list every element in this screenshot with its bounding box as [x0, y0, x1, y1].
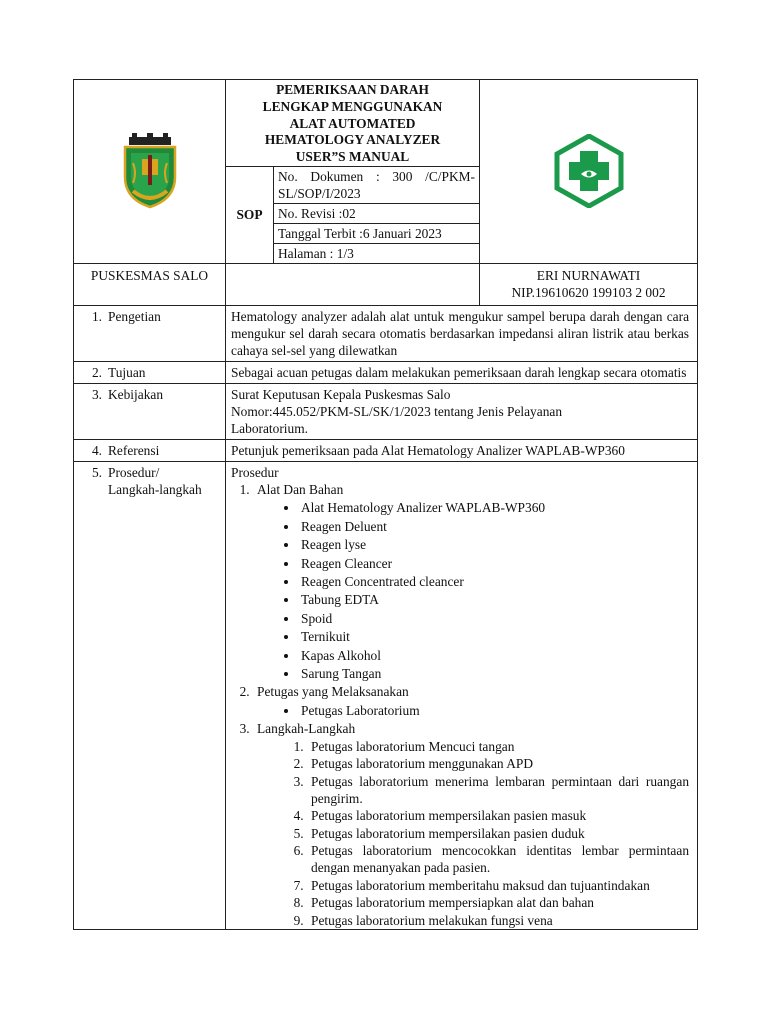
section-title-line: Prosedur/ [108, 464, 160, 480]
section-content-pengertian: Hematology analyzer adalah alat untuk mengukur sampel berupa darah dengan cara mengukur sel darah secara otomatis berdasarkan impedansi aliran listrik atau berkas cahaya sel-sel yang dilewatkan [226, 305, 698, 361]
sop-table [73, 79, 698, 930]
title-line: HEMATOLOGY ANALYZER [264, 132, 441, 148]
official-nip: NIP.19610620 199103 2 002 [511, 284, 666, 300]
procedure-part [253, 683, 689, 718]
section-number: 4. [91, 442, 102, 458]
sop-label: SOP [226, 166, 274, 263]
procedure-list [231, 481, 689, 929]
title-line: LENGKAP MENGGUNAKAN [262, 98, 443, 114]
section-number: 2. [91, 364, 102, 380]
step-item: 3. Petugas laboratorium menerima lembaran permintaan dari ruangan pengirim. [307, 773, 689, 807]
part-title: Alat Dan Bahan [257, 481, 344, 497]
section-content-tujuan: Sebagai acuan petugas dalam melakukan pemeriksaan darah lengkap secara otomatis [226, 361, 698, 383]
section-content-kebijakan [226, 383, 698, 439]
step-item: 8. Petugas laboratorium mempersiapkan alat dan bahan [307, 894, 689, 911]
title-line: USER”S MANUAL [295, 149, 410, 165]
step-item: 7. Petugas laboratorium memberitahu maksud dan tujuantindakan [307, 877, 689, 894]
section-title-line: Langkah-langkah [108, 481, 202, 497]
section-title: Tujuan [108, 364, 146, 380]
equipment-list [257, 499, 689, 682]
regency-emblem-icon [119, 133, 181, 209]
list-item: • Sarung Tangan [299, 665, 689, 682]
left-logo-cell [74, 80, 226, 264]
list-item: • Spoid [299, 610, 689, 627]
list-item: • Alat Hematology Analizer WAPLAB-WP360 [299, 499, 689, 516]
section-number: 3. [91, 386, 102, 402]
section-label-referensi [74, 439, 226, 461]
section-label-pengertian [74, 305, 226, 361]
section-title [108, 464, 202, 498]
section-title: Referensi [108, 442, 160, 458]
section-number: 1. [91, 308, 102, 324]
list-item: • Tabung EDTA [299, 591, 689, 608]
section-title: Pengetian [108, 308, 161, 324]
procedure-heading: Prosedur [231, 464, 279, 480]
policy-line: Surat Keputusan Kepala Puskesmas Salo [231, 386, 451, 402]
policy-line: Laboratorium. [231, 420, 308, 436]
step-item: 2. Petugas laboratorium menggunakan APD [307, 755, 689, 772]
step-item: 9. Petugas laboratorium melakukan fungsi vena [307, 912, 689, 929]
title-line: ALAT AUTOMATED [289, 115, 416, 131]
org-blank-cell [226, 263, 480, 305]
list-item: • Reagen Cleancer [299, 555, 689, 572]
list-item: • Ternikuit [299, 628, 689, 645]
section-number: 5. [91, 464, 102, 480]
section-label-kebijakan [74, 383, 226, 439]
list-item: • Reagen Deluent [299, 518, 689, 535]
official-name: ERI NURNAWATI [536, 267, 641, 283]
official-signature [480, 263, 698, 305]
step-item: 6. Petugas laboratorium mencocokkan identitas lembar permintaan dengan menanyakan pada pasien. [307, 842, 689, 876]
doc-number: No. Dokumen : 300 /C/PKM-SL/SOP/I/2023 [274, 167, 479, 204]
section-content-referensi: Petunjuk pemeriksaan pada Alat Hematology Analizer WAPLAB-WP360 [226, 439, 698, 461]
list-item: • Reagen lyse [299, 536, 689, 553]
page-number: Halaman : 1/3 [278, 245, 354, 261]
puskesmas-cross-icon [552, 134, 626, 208]
policy-line: Nomor:445.052/PKM-SL/SK/1/2023 tentang Jenis Pelayanan [231, 403, 563, 419]
revision-number: No. Revisi :02 [274, 203, 479, 223]
section-label-prosedur [74, 461, 226, 929]
procedure-part [253, 481, 689, 682]
staff-list [257, 702, 689, 719]
step-item: 1. Petugas laboratorium Mencuci tangan [307, 738, 689, 755]
step-item: 4. Petugas laboratorium mempersilakan pasien masuk [307, 807, 689, 824]
right-logo-cell [480, 80, 698, 264]
org-name: PUSKESMAS SALO [74, 263, 226, 305]
list-item: • Kapas Alkohol [299, 647, 689, 664]
section-title: Kebijakan [108, 386, 164, 402]
procedure-part [253, 720, 689, 929]
part-title: Petugas yang Melaksanakan [257, 684, 409, 700]
title-line: PEMERIKSAAN DARAH [276, 82, 429, 97]
steps-list [257, 738, 689, 929]
document-info [274, 166, 480, 263]
document-title [226, 80, 480, 167]
list-item: • Reagen Concentrated cleancer [299, 573, 689, 590]
section-label-tujuan [74, 361, 226, 383]
list-item: • Petugas Laboratorium [299, 702, 689, 719]
step-item: 5. Petugas laboratorium mempersilakan pasien duduk [307, 825, 689, 842]
issue-date: Tanggal Terbit :6 Januari 2023 [274, 223, 479, 243]
part-title: Langkah-Langkah [257, 721, 356, 737]
section-content-prosedur [226, 461, 698, 929]
